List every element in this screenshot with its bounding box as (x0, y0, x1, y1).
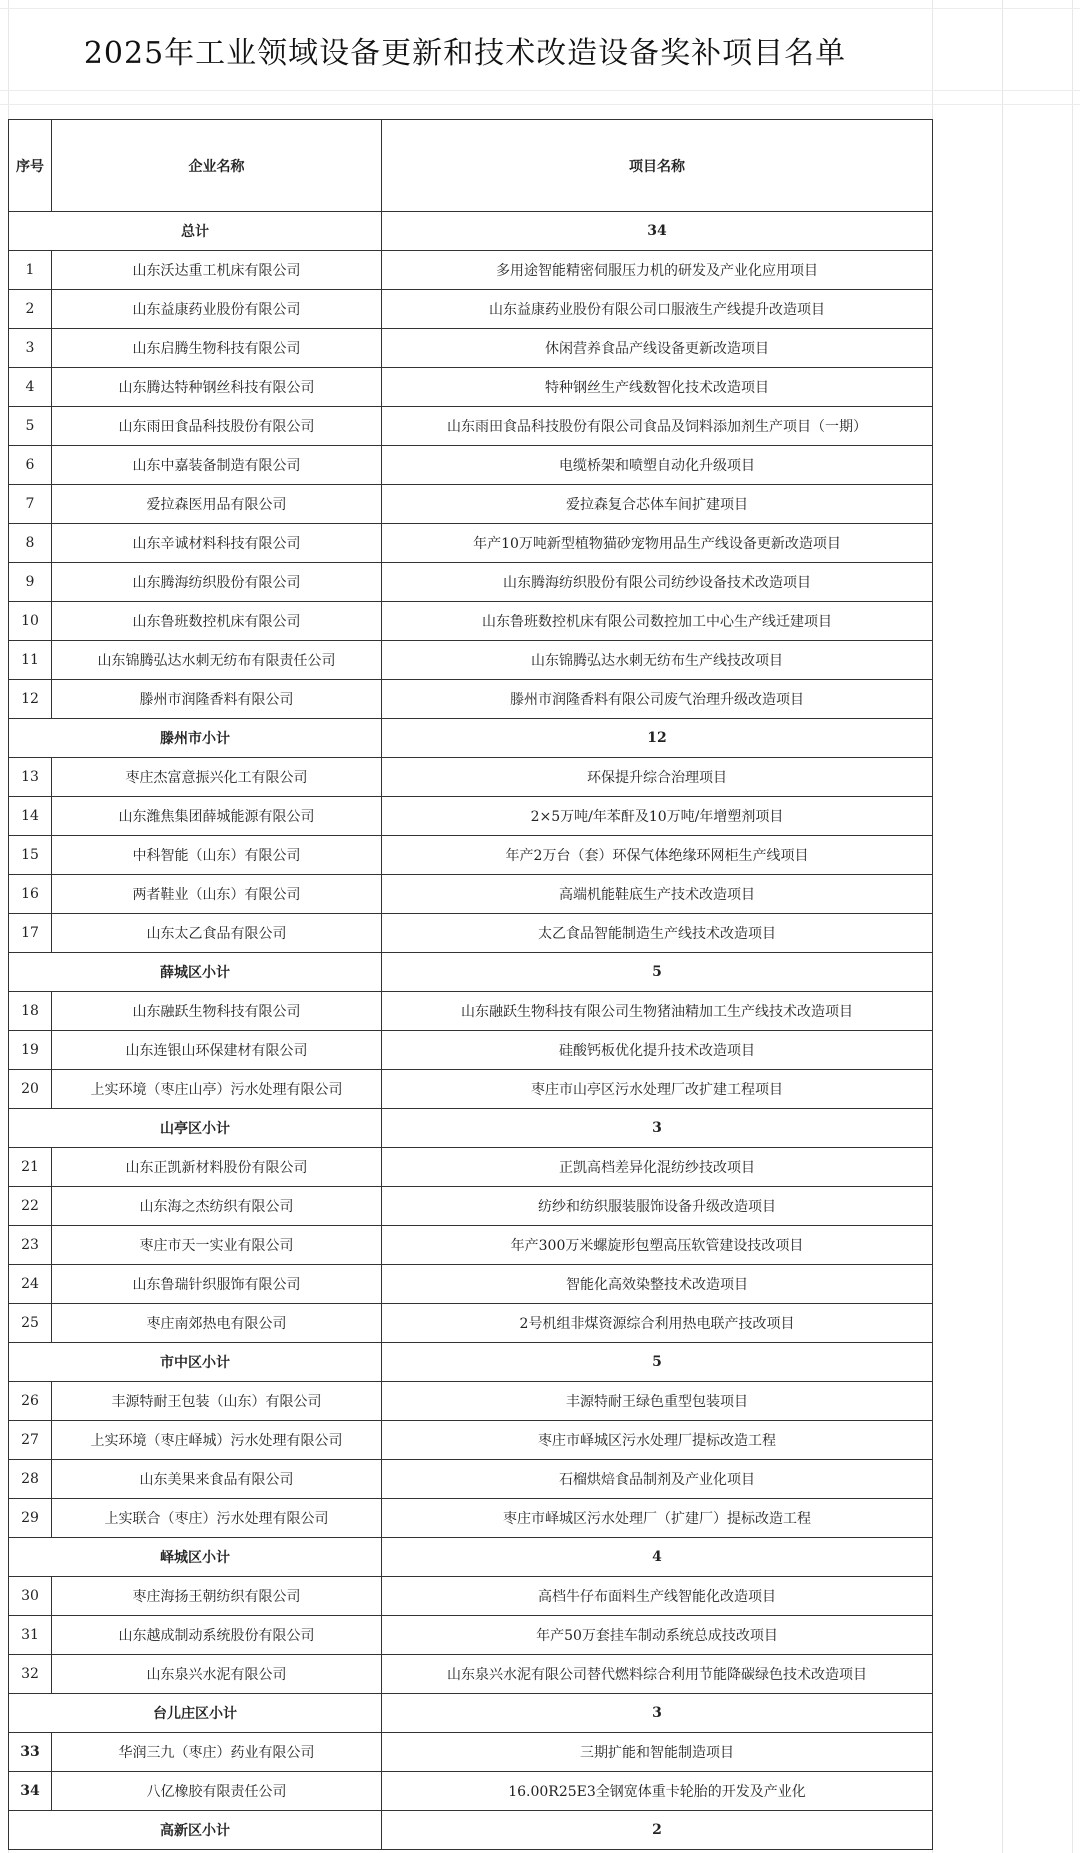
total-label: 总计 (9, 212, 382, 251)
row-no: 2 (9, 290, 52, 329)
table-row (9, 1655, 933, 1694)
table-row (9, 1460, 933, 1499)
row-project: 环保提升综合治理项目 (382, 758, 933, 797)
row-no: 27 (9, 1421, 52, 1460)
row-no: 12 (9, 680, 52, 719)
row-no: 11 (9, 641, 52, 680)
row-no: 4 (9, 368, 52, 407)
row-project: 年产2万台（套）环保气体绝缘环网柜生产线项目 (382, 836, 933, 875)
table-row (9, 1616, 933, 1655)
subtotal-label: 薛城区小计 (9, 953, 382, 992)
table-row (9, 407, 933, 446)
table-row (9, 1148, 933, 1187)
row-no: 10 (9, 602, 52, 641)
row-project: 年产10万吨新型植物猫砂宠物用品生产线设备更新改造项目 (382, 524, 933, 563)
row-no: 34 (9, 1772, 52, 1811)
row-no: 14 (9, 797, 52, 836)
row-project: 年产50万套挂车制动系统总成技改项目 (382, 1616, 933, 1655)
subtotal-value: 4 (382, 1538, 933, 1577)
row-company: 山东辛诚材料科技有限公司 (52, 524, 382, 563)
row-no: 30 (9, 1577, 52, 1616)
row-company: 山东腾达特种钢丝科技有限公司 (52, 368, 382, 407)
row-company: 爱拉森医用品有限公司 (52, 485, 382, 524)
subtotal-value: 12 (382, 719, 933, 758)
row-company: 山东鲁班数控机床有限公司 (52, 602, 382, 641)
row-no: 28 (9, 1460, 52, 1499)
row-no: 25 (9, 1304, 52, 1343)
table-row (9, 680, 933, 719)
table-row (9, 641, 933, 680)
row-no: 1 (9, 251, 52, 290)
row-company: 山东雨田食品科技股份有限公司 (52, 407, 382, 446)
row-no: 6 (9, 446, 52, 485)
row-project: 山东雨田食品科技股份有限公司食品及饲料添加剂生产项目（一期） (382, 407, 933, 446)
row-no: 18 (9, 992, 52, 1031)
table-row (9, 1772, 933, 1811)
header-no: 序号 (9, 120, 52, 212)
subtotal-value: 3 (382, 1694, 933, 1733)
table-row (9, 1577, 933, 1616)
table-row (9, 836, 933, 875)
row-company: 山东锦腾弘达水刺无纺布有限责任公司 (52, 641, 382, 680)
row-company: 山东益康药业股份有限公司 (52, 290, 382, 329)
total-row (9, 212, 933, 251)
table-row (9, 875, 933, 914)
row-no: 33 (9, 1733, 52, 1772)
row-no: 22 (9, 1187, 52, 1226)
row-company: 山东太乙食品有限公司 (52, 914, 382, 953)
row-project: 高档牛仔布面料生产线智能化改造项目 (382, 1577, 933, 1616)
row-no: 32 (9, 1655, 52, 1694)
subtotal-row (9, 1694, 933, 1733)
row-no: 29 (9, 1499, 52, 1538)
subtotal-value: 3 (382, 1109, 933, 1148)
row-project: 2×5万吨/年苯酐及10万吨/年增塑剂项目 (382, 797, 933, 836)
row-company: 山东连银山环保建材有限公司 (52, 1031, 382, 1070)
page-title: 2025年工业领域设备更新和技术改造设备奖补项目名单 (83, 36, 847, 71)
row-project: 2号机组非煤资源综合利用热电联产技改项目 (382, 1304, 933, 1343)
table-row (9, 1265, 933, 1304)
row-company: 八亿橡胶有限责任公司 (52, 1772, 382, 1811)
row-project: 滕州市润隆香料有限公司废气治理升级改造项目 (382, 680, 933, 719)
subtotal-value: 2 (382, 1811, 933, 1850)
row-company: 山东正凯新材料股份有限公司 (52, 1148, 382, 1187)
subtotal-label: 高新区小计 (9, 1811, 382, 1850)
table-row (9, 1304, 933, 1343)
row-company: 山东鲁瑞针织服饰有限公司 (52, 1265, 382, 1304)
row-no: 31 (9, 1616, 52, 1655)
row-company: 山东潍焦集团薛城能源有限公司 (52, 797, 382, 836)
header-project: 项目名称 (382, 120, 933, 212)
row-no: 13 (9, 758, 52, 797)
subtotal-value: 5 (382, 953, 933, 992)
row-company: 山东沃达重工机床有限公司 (52, 251, 382, 290)
row-project: 山东鲁班数控机床有限公司数控加工中心生产线迁建项目 (382, 602, 933, 641)
total-value: 34 (382, 212, 933, 251)
row-company: 山东融跃生物科技有限公司 (52, 992, 382, 1031)
row-no: 17 (9, 914, 52, 953)
row-project: 16.00R25E3全钢宽体重卡轮胎的开发及产业化 (382, 1772, 933, 1811)
row-project: 山东益康药业股份有限公司口服液生产线提升改造项目 (382, 290, 933, 329)
table-row (9, 1382, 933, 1421)
award-project-table (8, 119, 933, 1850)
row-project: 爱拉森复合芯体车间扩建项目 (382, 485, 933, 524)
row-project: 特种钢丝生产线数智化技术改造项目 (382, 368, 933, 407)
table-row (9, 758, 933, 797)
header-company: 企业名称 (52, 120, 382, 212)
table-row (9, 914, 933, 953)
row-project: 枣庄市山亭区污水处理厂改扩建工程项目 (382, 1070, 933, 1109)
row-project: 智能化高效染整技术改造项目 (382, 1265, 933, 1304)
row-project: 年产300万米螺旋形包塑高压软管建设技改项目 (382, 1226, 933, 1265)
row-no: 8 (9, 524, 52, 563)
row-company: 山东美果来食品有限公司 (52, 1460, 382, 1499)
table-row (9, 1031, 933, 1070)
subtotal-row (9, 1109, 933, 1148)
row-project: 休闲营养食品产线设备更新改造项目 (382, 329, 933, 368)
row-no: 21 (9, 1148, 52, 1187)
row-company: 山东越成制动系统股份有限公司 (52, 1616, 382, 1655)
row-company: 枣庄海扬王朝纺织有限公司 (52, 1577, 382, 1616)
table-row (9, 1733, 933, 1772)
row-project: 山东泉兴水泥有限公司替代燃料综合利用节能降碳绿色技术改造项目 (382, 1655, 933, 1694)
row-company: 枣庄市天一实业有限公司 (52, 1226, 382, 1265)
table-row (9, 446, 933, 485)
row-project: 山东腾海纺织股份有限公司纺纱设备技术改造项目 (382, 563, 933, 602)
row-company: 山东泉兴水泥有限公司 (52, 1655, 382, 1694)
row-no: 16 (9, 875, 52, 914)
row-company: 上实环境（枣庄峄城）污水处理有限公司 (52, 1421, 382, 1460)
table-row (9, 1070, 933, 1109)
row-project: 山东融跃生物科技有限公司生物猪油精加工生产线技术改造项目 (382, 992, 933, 1031)
row-company: 枣庄南郊热电有限公司 (52, 1304, 382, 1343)
subtotal-label: 市中区小计 (9, 1343, 382, 1382)
table-row (9, 368, 933, 407)
row-no: 9 (9, 563, 52, 602)
row-no: 3 (9, 329, 52, 368)
table-row (9, 251, 933, 290)
row-company: 华润三九（枣庄）药业有限公司 (52, 1733, 382, 1772)
row-company: 山东启腾生物科技有限公司 (52, 329, 382, 368)
row-company: 中科智能（山东）有限公司 (52, 836, 382, 875)
row-company: 山东腾海纺织股份有限公司 (52, 563, 382, 602)
row-company: 枣庄杰富意振兴化工有限公司 (52, 758, 382, 797)
table-row (9, 290, 933, 329)
subtotal-value: 5 (382, 1343, 933, 1382)
row-company: 两者鞋业（山东）有限公司 (52, 875, 382, 914)
subtotal-label: 台儿庄区小计 (9, 1694, 382, 1733)
row-company: 丰源特耐王包装（山东）有限公司 (52, 1382, 382, 1421)
table-row (9, 1421, 933, 1460)
subtotal-label: 山亭区小计 (9, 1109, 382, 1148)
row-company: 上实联合（枣庄）污水处理有限公司 (52, 1499, 382, 1538)
row-project: 石榴烘焙食品制剂及产业化项目 (382, 1460, 933, 1499)
row-no: 26 (9, 1382, 52, 1421)
table-row (9, 602, 933, 641)
row-project: 三期扩能和智能制造项目 (382, 1733, 933, 1772)
row-no: 19 (9, 1031, 52, 1070)
row-company: 上实环境（枣庄山亭）污水处理有限公司 (52, 1070, 382, 1109)
table-row (9, 563, 933, 602)
row-no: 20 (9, 1070, 52, 1109)
row-no: 5 (9, 407, 52, 446)
row-project: 多用途智能精密伺服压力机的研发及产业化应用项目 (382, 251, 933, 290)
row-project: 硅酸钙板优化提升技术改造项目 (382, 1031, 933, 1070)
table-row (9, 992, 933, 1031)
row-project: 枣庄市峄城区污水处理厂提标改造工程 (382, 1421, 933, 1460)
table-row (9, 329, 933, 368)
subtotal-label: 峄城区小计 (9, 1538, 382, 1577)
row-no: 24 (9, 1265, 52, 1304)
table-row (9, 485, 933, 524)
row-project: 纺纱和纺织服装服饰设备升级改造项目 (382, 1187, 933, 1226)
table-row (9, 1187, 933, 1226)
subtotal-label: 滕州市小计 (9, 719, 382, 758)
row-company: 山东海之杰纺织有限公司 (52, 1187, 382, 1226)
row-no: 7 (9, 485, 52, 524)
row-project: 丰源特耐王绿色重型包装项目 (382, 1382, 933, 1421)
row-project: 电缆桥架和喷塑自动化升级项目 (382, 446, 933, 485)
row-project: 高端机能鞋底生产技术改造项目 (382, 875, 933, 914)
row-project: 山东锦腾弘达水刺无纺布生产线技改项目 (382, 641, 933, 680)
row-company: 滕州市润隆香料有限公司 (52, 680, 382, 719)
table-row (9, 524, 933, 563)
row-project: 太乙食品智能制造生产线技术改造项目 (382, 914, 933, 953)
header-row (9, 120, 933, 212)
row-company: 山东中嘉装备制造有限公司 (52, 446, 382, 485)
subtotal-row (9, 953, 933, 992)
table-row (9, 1226, 933, 1265)
subtotal-row (9, 1811, 933, 1850)
row-project: 枣庄市峄城区污水处理厂（扩建厂）提标改造工程 (382, 1499, 933, 1538)
row-no: 15 (9, 836, 52, 875)
subtotal-row (9, 719, 933, 758)
table-row (9, 1499, 933, 1538)
subtotal-row (9, 1538, 933, 1577)
row-no: 23 (9, 1226, 52, 1265)
table-row (9, 797, 933, 836)
subtotal-row (9, 1343, 933, 1382)
row-project: 正凯高档差异化混纺纱技改项目 (382, 1148, 933, 1187)
